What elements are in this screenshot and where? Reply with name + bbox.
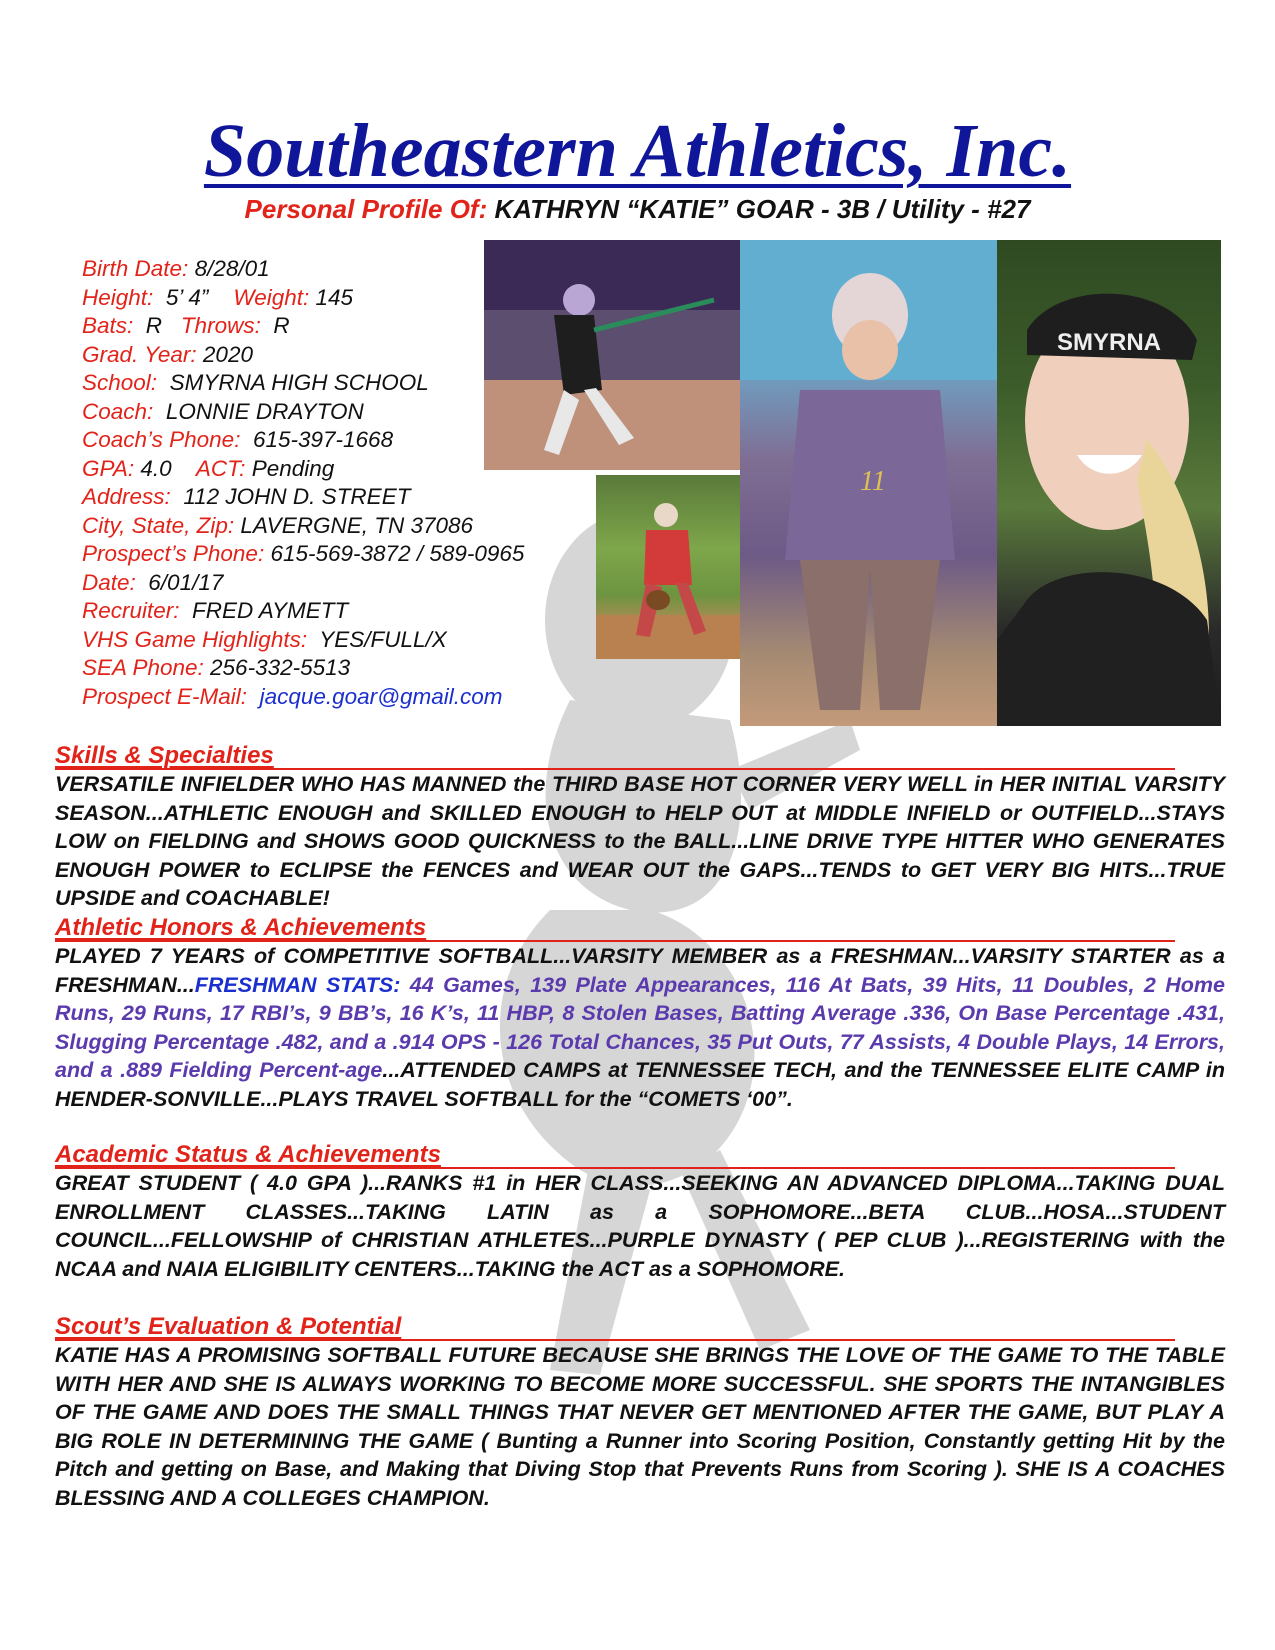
scout-body: KATIE HAS A PROMISING SOFTBALL FUTURE BECAUSE SHE BRINGS THE LOVE OF THE GAME TO THE TABLE WITH HER AND SHE IS ALWAYS WORKING TO BECOME MORE SUCCESSFUL. SHE SPORTS THE INTANGIBLES OF THE GAME AND DOES THE SMALL THINGS THAT NEVER GET MENTIONED AFTER THE GAME, BUT PLAY A BIG ROLE IN DETERMINING THE GAME ( Bunting a Runner into Scoring Position, Constantly getting Hit by the Pitch and getting on Base, and Making that Diving Stop that Prevents Runs from Scoring ). SHE IS A COACHES BLESSING AND A COLLEGES CHAMPION. — [55, 1343, 1225, 1510]
scout-heading: Scout’s Evaluation & Potential — [55, 1313, 402, 1340]
profile-subtitle — [0, 192, 1275, 226]
height-weight-row: Height: 5’ 4” Weight: 145 — [82, 284, 354, 310]
email-link[interactable]: jacque.goar@gmail.com — [259, 683, 503, 709]
coach-phone-row: Coach’s Phone: 615-397-1668 — [82, 427, 394, 452]
city-state-zip-row: City, State, Zip: LAVERGNE, TN 37086 — [82, 512, 474, 538]
coach-row: Coach: LONNIE DRAYTON — [82, 398, 364, 424]
freshman-stats: 44 Games, 139 Plate Appearances, 116 At Bats, 39 Hits, 11 Doubles, 2 Home Runs, 29 Runs, 17 RBI’s, 9 BB’s, 16 K’s, 11 HBP, 8 Stolen Bases, Batting Average .336, On Base Percentage .431, Slugging Percentage .482, and a .914 OPS - 126 Total Chances, 35 Put Outs, 77 Assists, 4 Double Plays, 14 Errors, and a .889 Fielding Percent-age — [55, 972, 1225, 1082]
photo-standing — [740, 240, 997, 726]
sea-phone-row: SEA Phone: 256-332-5513 — [82, 655, 351, 680]
player-info — [82, 255, 524, 711]
honors-intro: PLAYED 7 YEARS of COMPETITIVE SOFTBALL...VARSITY MEMBER as a FRESHMAN...VARSITY STARTER as a FRESHMAN... — [55, 944, 1225, 997]
address-row: Address: 112 JOHN D. STREET — [82, 484, 411, 509]
school-row: School: SMYRNA HIGH SCHOOL — [82, 370, 429, 395]
grad-year-row: Grad. Year: 2020 — [82, 341, 253, 367]
academic-body: GREAT STUDENT ( 4.0 GPA )...RANKS #1 in HER CLASS...SEEKING AN ADVANCED DIPLOMA...TAKING DUAL ENROLLMENT CLASSES...TAKING LATIN as a SOPHOMORE...BETA CLUB...HOSA...STUDENT COUNCIL...FELLOWSHIP of CHRISTIAN ATHLETES...PURPLE DYNASTY ( PEP CLUB )...REGISTERING with the NCAA and NAIA ELIGIBILITY CENTERS...TAKING the ACT as a SOPHOMORE. — [55, 1171, 1225, 1281]
vhs-highlights-row: VHS Game Highlights: YES/FULL/X — [82, 626, 447, 652]
jersey-number: 11 — [860, 466, 886, 497]
honors-outro: ...ATTENDED CAMPS at TENNESSEE TECH, and the TENNESSEE ELITE CAMP in HENDER-SONVILLE...PLAYS TRAVEL SOFTBALL for the “COMETS ‘00”. — [55, 1058, 1225, 1111]
skills-body: VERSATILE INFIELDER WHO HAS MANNED the THIRD BASE HOT CORNER VERY WELL in HER INITIAL VARSITY SEASON...ATHLETIC ENOUGH and SKILLED ENOUGH to HELP OUT at MIDDLE INFIELD or OUTFIELD...STAYS LOW on FIELDING and SHOWS GOOD QUICKNESS to the BALL...LINE DRIVE TYPE HITTER WHO GENERATES ENOUGH POWER to ECLIPSE the FENCES and WEAR OUT the GAPS...TENDS to GET VERY BIG HITS...TRUE UPSIDE and COACHABLE! — [55, 772, 1225, 910]
skills-section — [55, 742, 1225, 913]
photo-portrait — [997, 240, 1221, 726]
honors-section — [55, 914, 1225, 1113]
skills-heading: Skills & Specialties — [55, 742, 274, 769]
academic-heading: Academic Status & Achievements — [55, 1141, 441, 1168]
recruiter-row: Recruiter: FRED AYMETT — [82, 598, 349, 623]
bats-throws-row: Bats: R Throws: R — [82, 313, 290, 338]
prospect-phone-row: Prospect’s Phone: 615-569-3872 / 589-0965 — [82, 541, 525, 566]
honors-heading: Athletic Honors & Achievements — [55, 914, 427, 941]
page-title: Southeastern Athletics, Inc. — [203, 109, 1072, 193]
honors-body — [55, 942, 1225, 1113]
date-row: Date: 6/01/17 — [82, 569, 224, 595]
photo-batting — [484, 240, 740, 470]
birth-date-row: Birth Date: 8/28/01 — [82, 256, 270, 281]
subtitle-value: KATHRYN “KATIE” GOAR - 3B / Utility - #27 — [494, 194, 1031, 224]
headband-text: SMYRNA — [1057, 329, 1162, 356]
photo-fielding — [596, 475, 740, 659]
subtitle-label: Personal Profile Of: — [244, 194, 488, 224]
scout-section — [55, 1313, 1225, 1512]
academic-section — [55, 1141, 1225, 1283]
gpa-act-row: GPA: 4.0 ACT: Pending — [82, 455, 335, 481]
email-row: Prospect E-Mail: jacque.goar@gmail.com — [82, 683, 503, 709]
freshman-stats-label: FRESHMAN STATS: — [194, 972, 401, 997]
